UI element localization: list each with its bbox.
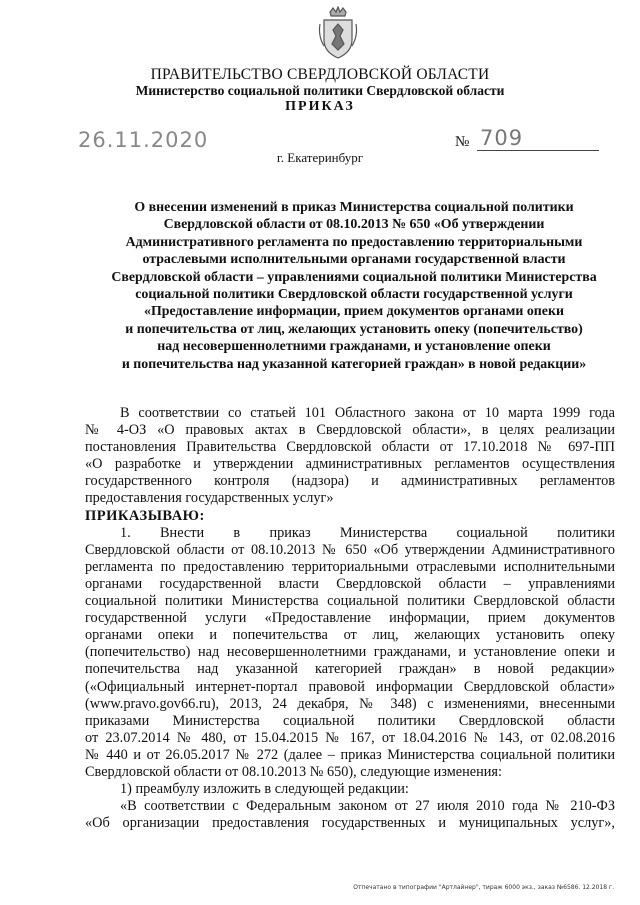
preamble-line: В соответствии со статьей 101 Областного закона от 10 марта 1999 года: [120, 405, 615, 421]
ministry-heading: Министерство социальной политики Свердловской области: [135, 83, 505, 98]
item1-line: 1. Внести в приказ Министерства социальной политики: [120, 524, 615, 541]
document-body: [85, 405, 615, 832]
quote-line: «В соответствии с Федеральным законом от 27 июля 2010 года № 210-ФЗ: [120, 798, 615, 815]
item1-line: государственной услуги «Предоставление информации, прием документов: [85, 610, 615, 627]
item1-line: № 440 и от 26.05.2017 № 272 (далее – приказ Министерства социальной политики: [85, 746, 615, 763]
item1-line: приказами Министерства социальной политики Свердловской области: [85, 712, 615, 729]
item1-line: («Официальный интернет-портал правовой информации Свердловской области»: [85, 678, 615, 695]
title-line: Свердловской области – управлениями социальной политики Министерства: [111, 269, 597, 285]
item1-line: регламента по предоставлению территориальными отраслевыми исполнительными: [85, 558, 615, 575]
item1-line: органами опеки и попечительства от лиц, желающих установить опеку: [85, 627, 615, 644]
item1-line: от 23.07.2014 № 480, от 15.04.2015 № 167, от 18.04.2016 № 143, от 02.08.2016: [85, 729, 615, 746]
title-line: Административного регламента по предоставлению территориальными: [125, 234, 583, 250]
item1-line: Свердловской области от 08.10.2013 № 650 «Об утверждении Административного: [85, 541, 615, 558]
handwritten-order-number: 709: [480, 126, 524, 150]
number-sign: №: [455, 134, 470, 150]
handwritten-date: 26.11.2020: [78, 128, 209, 152]
document-type-heading: ПРИКАЗ: [285, 99, 355, 114]
title-line: О внесении изменений в приказ Министерства социальной политики: [134, 200, 574, 215]
item1-line: (www.pravo.gov66.ru), 2013, 24 декабря, № 348) с изменениями, внесенными: [85, 695, 615, 712]
preamble-line: предоставления государственных услуг»: [85, 490, 334, 507]
title-line: и попечительства над указанной категорией граждан» в новой редакции»: [121, 356, 587, 372]
subitem-1: 1) преамбулу изложить в следующей редакции:: [120, 781, 409, 798]
title-line: социальной политики Свердловской области государственной услуги: [135, 287, 573, 303]
item1-line: попечительства над указанной категорией граждан» в новой редакции»: [85, 661, 615, 678]
preamble-line: «О разработке и утверждении административных регламентов осуществления: [85, 456, 615, 473]
item1-line: органами государственной власти Свердловской области – управлениями: [85, 575, 615, 592]
coat-of-arms-emblem: [316, 6, 360, 62]
city-line: г. Екатеринбург: [276, 150, 364, 165]
print-footer: Отпечатано в типографии "Артлайнер", тираж 6000 экз., заказ №6586. 12.2018 г.: [353, 884, 614, 891]
preamble-line: постановления Правительства Свердловской области от 17.10.2018 № 697-ПП: [85, 439, 615, 456]
title-line: над несовершеннолетними гражданами, и установление опеки: [157, 339, 551, 355]
title-line: Свердловской области от 08.10.2013 № 650 «Об утверждении: [163, 217, 545, 233]
title-line: отраслевыми исполнительными органами государственной власти: [142, 252, 566, 268]
preamble-line: № 4-ОЗ «О правовых актах в Свердловской области», в целях реализации: [85, 422, 615, 439]
quote-line: «Об организации предоставления государственных и муниципальных услуг»,: [85, 815, 615, 832]
order-title: [80, 199, 628, 373]
title-line: и попечительства от лиц, желающих установить опеку (попечительство): [125, 321, 583, 337]
government-heading: ПРАВИТЕЛЬСТВО СВЕРДЛОВСКОЙ ОБЛАСТИ: [150, 66, 490, 83]
title-line: «Предоставление информации, прием документов органами опеки: [144, 304, 564, 320]
preamble-line: государственного контроля (надзора) и административных регламентов: [85, 473, 615, 490]
order-word: ПРИКАЗЫВАЮ:: [85, 507, 205, 524]
item1-line: Свердловской области от 08.10.2013 № 650), следующие изменения:: [85, 763, 502, 780]
item1-line: социальной политики Министерства социальной политики Свердловской области: [85, 593, 615, 610]
item1-line: (попечительство) над несовершеннолетними гражданами, и установление опеки и: [85, 644, 615, 661]
